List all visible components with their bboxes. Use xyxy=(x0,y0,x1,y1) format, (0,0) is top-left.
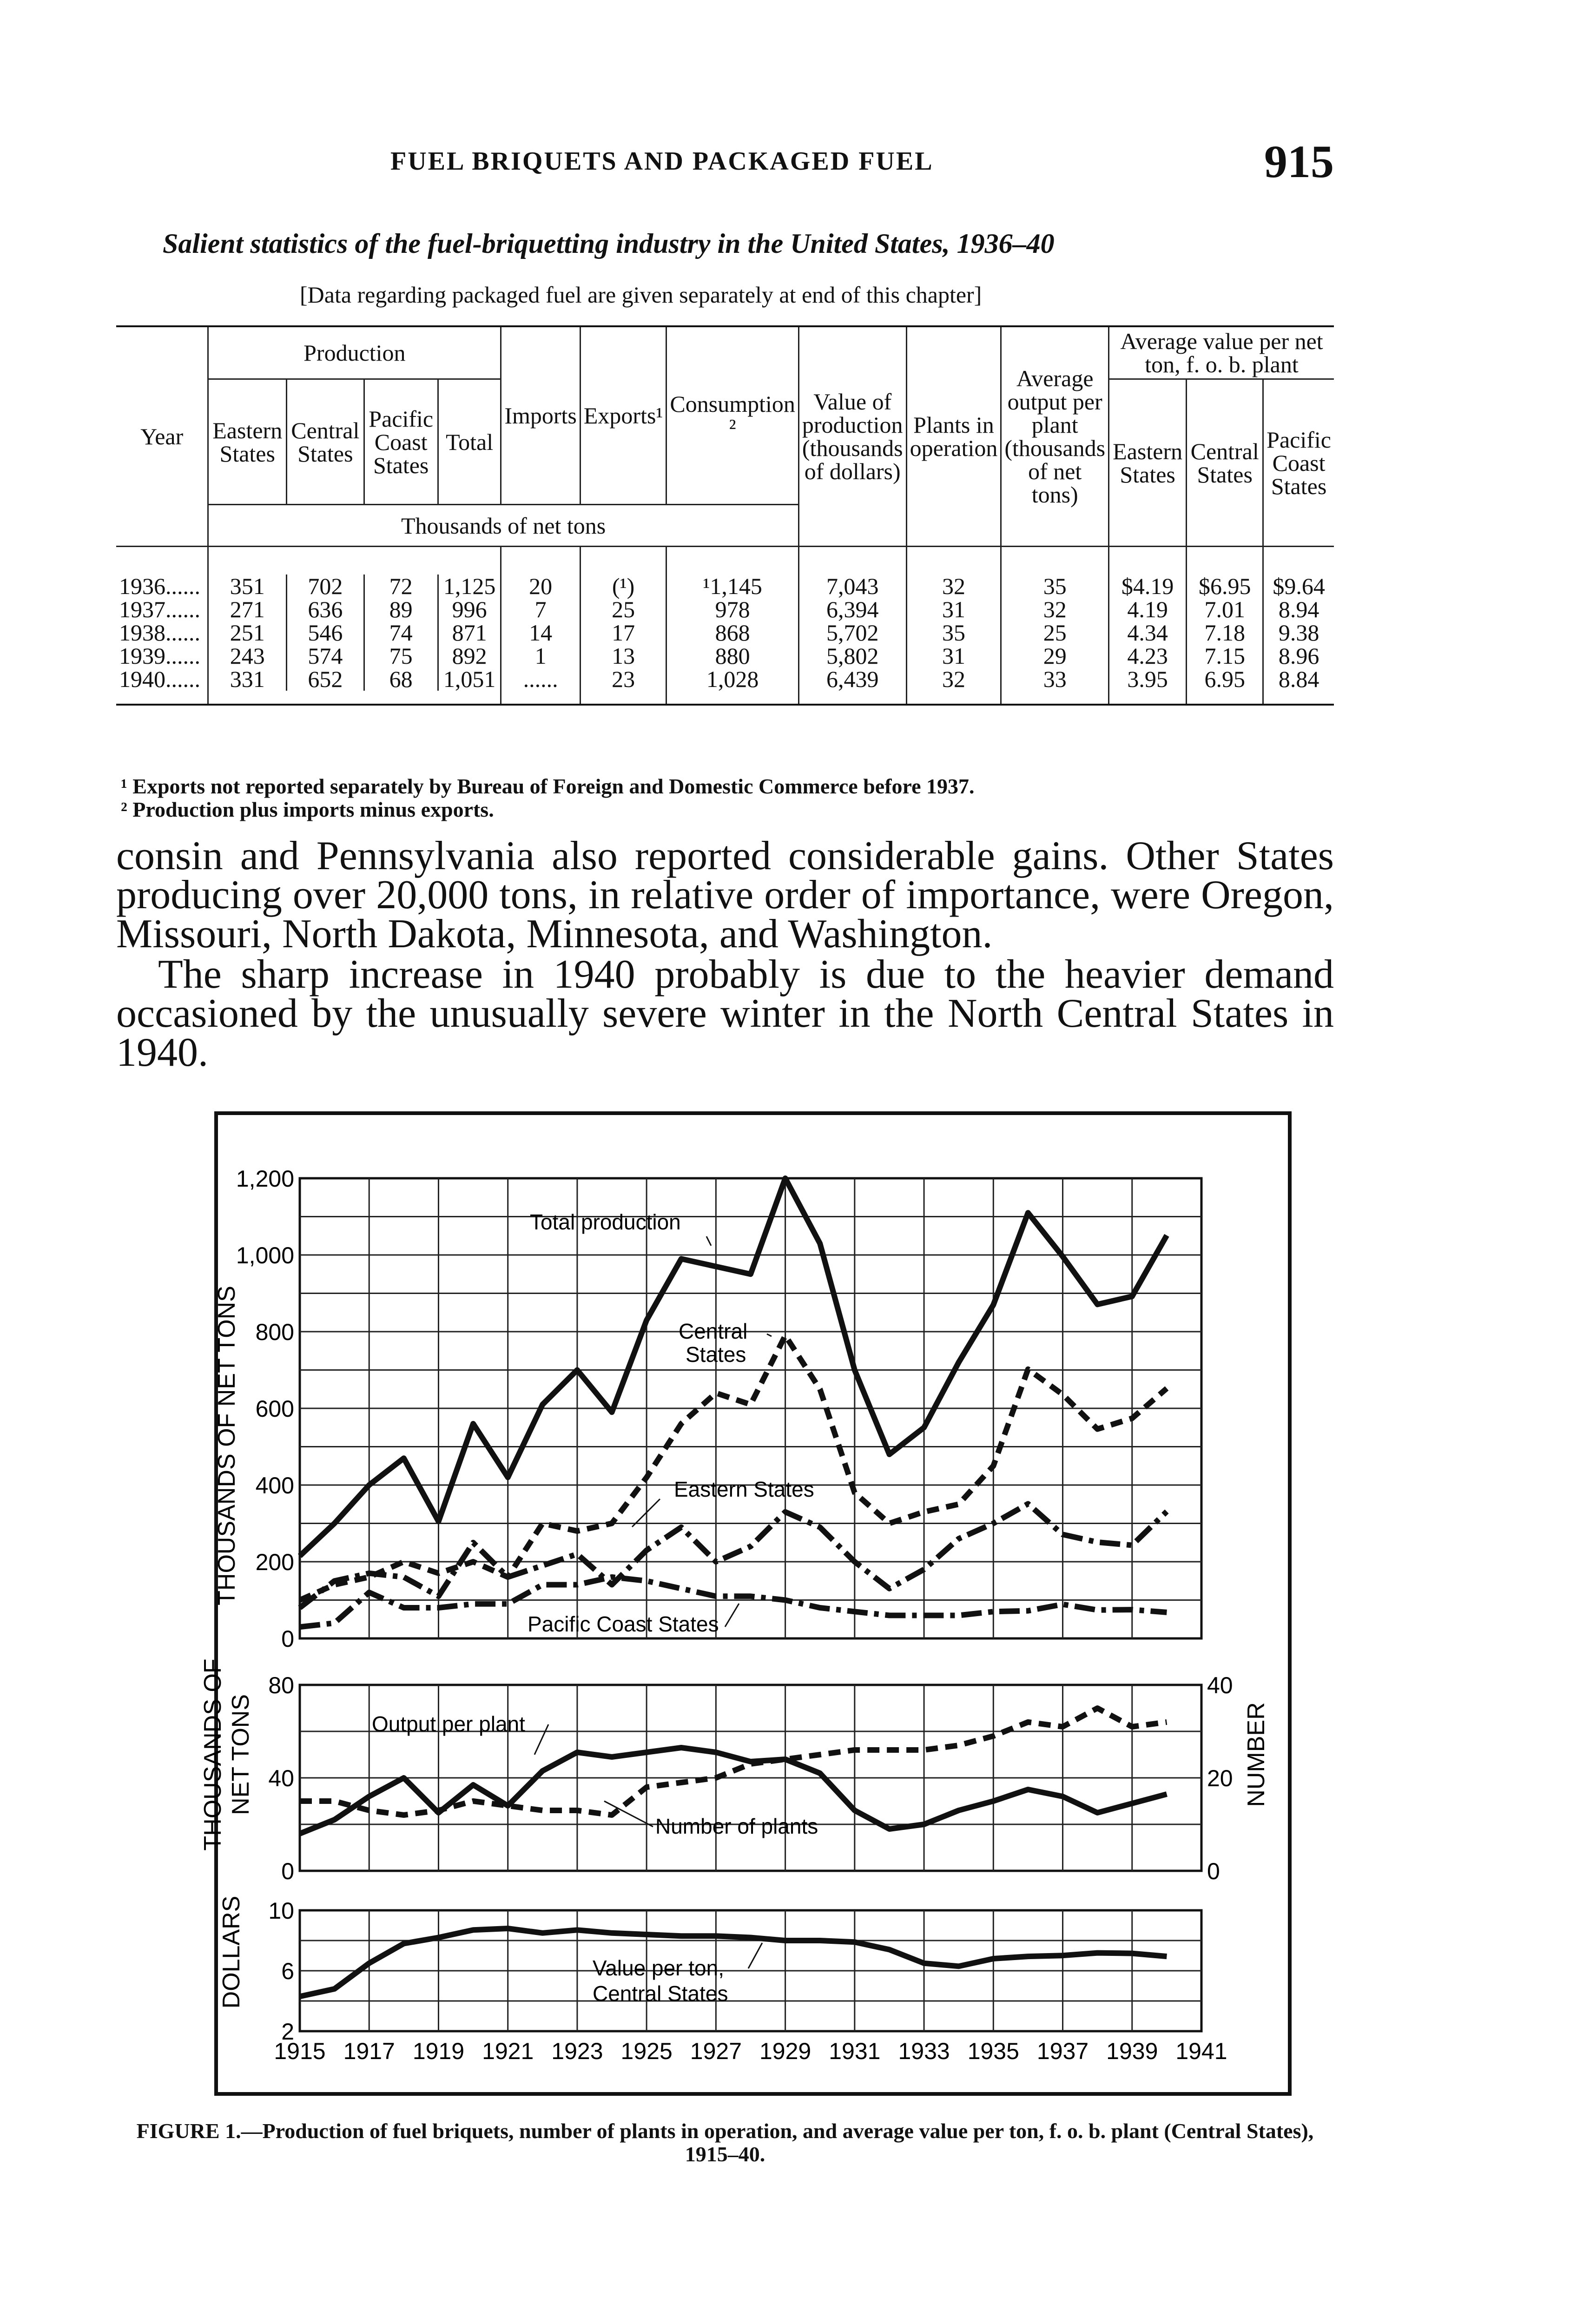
cell-total: 1,125 xyxy=(438,574,501,598)
header-average-value: Average value per net ton, f. o. b. plant xyxy=(1109,326,1334,379)
cell-total: 996 xyxy=(438,598,501,621)
y-tick-label-right: 20 xyxy=(1207,1765,1233,1791)
y-tick-label: 10 xyxy=(268,1898,294,1924)
cell-plants: 35 xyxy=(906,621,1001,644)
body-paragraph-1: consin and Pennsylvania also reported considerable gains. Other States producing over 20,000 tons, in relative order of importance, were Oregon, Missouri, North Dakota, Minnesota, and Washington. xyxy=(116,833,1334,957)
cell-consumption: 978 xyxy=(666,598,798,621)
cell-year: 1940...... xyxy=(119,666,200,692)
cell-imports: ...... xyxy=(501,667,581,691)
header-imports: Imports xyxy=(501,326,581,505)
header-total: Total xyxy=(438,379,501,505)
cell-imports: 20 xyxy=(501,574,581,598)
series-line-value-per-ton-central-states xyxy=(300,1928,1167,1996)
footnote-2: ² Production plus imports minus exports. xyxy=(121,798,494,821)
cell-year: 1938...... xyxy=(119,619,200,646)
cell-v_east: 4.23 xyxy=(1109,644,1187,667)
cell-value: 5,802 xyxy=(798,644,906,667)
x-tick-label: 1929 xyxy=(759,2038,811,2064)
y-tick-label: 2 xyxy=(281,2019,294,2045)
table-subcaption: [Data regarding packaged fuel are given separately at end of this chapter] xyxy=(300,282,982,308)
header-consumption: Consumption ² xyxy=(666,326,798,505)
cell-east: 251 xyxy=(208,621,287,644)
series-annotation: Output per plant xyxy=(372,1712,525,1736)
cell-east: 331 xyxy=(208,667,287,691)
cell-output: 33 xyxy=(1001,667,1109,691)
ylabel-number: NUMBER xyxy=(1243,1702,1270,1807)
cell-east: 243 xyxy=(208,644,287,667)
cell-year: 1936...... xyxy=(119,573,200,599)
series-annotation: Central States xyxy=(593,1981,728,2006)
x-tick-label: 1927 xyxy=(690,2038,742,2064)
cell-central: 702 xyxy=(287,574,364,598)
cell-imports: 7 xyxy=(501,598,581,621)
header-pacific: Pacific Coast States xyxy=(364,379,438,505)
cell-v_east: $4.19 xyxy=(1109,574,1187,598)
series-annotation: Value per ton, xyxy=(593,1956,725,1980)
series-line-central-states xyxy=(300,1335,1167,1600)
cell-output: 25 xyxy=(1001,621,1109,644)
cell-east: 351 xyxy=(208,574,287,598)
cell-total: 892 xyxy=(438,644,501,667)
cell-v_central: 7.01 xyxy=(1187,598,1263,621)
cell-value: 7,043 xyxy=(798,574,906,598)
cell-v_pacific: 9.38 xyxy=(1263,621,1334,644)
cell-imports: 14 xyxy=(501,621,581,644)
cell-consumption: 868 xyxy=(666,621,798,644)
header-exports: Exports¹ xyxy=(580,326,666,505)
cell-central: 636 xyxy=(287,598,364,621)
x-tick-label: 1921 xyxy=(482,2038,534,2064)
cell-v_pacific: 8.94 xyxy=(1263,598,1334,621)
y-tick-label-right: 40 xyxy=(1207,1672,1233,1698)
cell-v_central: 7.18 xyxy=(1187,621,1263,644)
page-number: 915 xyxy=(1264,136,1334,187)
cell-consumption: 880 xyxy=(666,644,798,667)
cell-v_east: 3.95 xyxy=(1109,667,1187,691)
footnote-1: ¹ Exports not reported separately by Bureau of Foreign and Domestic Commerce before 1937. xyxy=(121,774,975,798)
header-value-central: Central States xyxy=(1187,379,1263,547)
series-line-pacific-coast-states xyxy=(300,1577,1167,1627)
table-caption: Salient statistics of the fuel-briquetting industry in the United States, 1936–40 xyxy=(163,228,1055,259)
x-tick-label: 1919 xyxy=(412,2038,465,2064)
ylabel-output-2: NET TONS xyxy=(227,1694,254,1816)
series-annotation: Eastern States xyxy=(674,1477,814,1501)
cell-plants: 31 xyxy=(906,598,1001,621)
x-tick-label: 1937 xyxy=(1036,2038,1089,2064)
cell-value: 5,702 xyxy=(798,621,906,644)
annotation-leader xyxy=(725,1604,739,1627)
cell-central: 546 xyxy=(287,621,364,644)
cell-consumption: ¹1,145 xyxy=(666,574,798,598)
x-tick-label: 1925 xyxy=(620,2038,673,2064)
cell-consumption: 1,028 xyxy=(666,667,798,691)
annotation-leader xyxy=(767,1334,772,1336)
cell-v_central: 7.15 xyxy=(1187,644,1263,667)
header-year: Year xyxy=(140,423,184,449)
running-head: FUEL BRIQUETS AND PACKAGED FUEL xyxy=(390,147,934,176)
cell-pacific: 72 xyxy=(364,574,438,598)
cell-v_central: $6.95 xyxy=(1187,574,1263,598)
cell-year: 1937...... xyxy=(119,596,200,622)
annotation-leader xyxy=(748,1943,762,1968)
y-tick-label-right: 0 xyxy=(1207,1858,1220,1884)
cell-imports: 1 xyxy=(501,644,581,667)
series-annotation: States xyxy=(686,1342,746,1367)
header-value-pacific: Pacific Coast States xyxy=(1263,379,1334,547)
y-tick-label: 400 xyxy=(255,1472,294,1499)
cell-exports: 23 xyxy=(580,667,666,691)
x-tick-label: 1923 xyxy=(551,2038,603,2064)
x-tick-label: 1931 xyxy=(829,2038,881,2064)
x-tick-label: 1933 xyxy=(898,2038,950,2064)
cell-exports: (¹) xyxy=(580,574,666,598)
header-value: Value of production (thousands of dollars) xyxy=(798,326,906,547)
cell-pacific: 74 xyxy=(364,621,438,644)
cell-total: 871 xyxy=(438,621,501,644)
y-tick-label: 0 xyxy=(281,1626,294,1652)
cell-value: 6,394 xyxy=(798,598,906,621)
cell-output: 32 xyxy=(1001,598,1109,621)
header-eastern: Eastern States xyxy=(208,379,287,505)
x-tick-label: 1939 xyxy=(1106,2038,1158,2064)
body-paragraph-2: The sharp increase in 1940 probably is due to the heavier demand occasioned by the unusually severe winter in the North Central States in 1940. xyxy=(116,952,1334,1075)
cell-pacific: 75 xyxy=(364,644,438,667)
header-plants: Plants in operation xyxy=(906,326,1001,547)
cell-v_east: 4.19 xyxy=(1109,598,1187,621)
y-tick-label: 200 xyxy=(255,1549,294,1575)
y-tick-label: 800 xyxy=(255,1319,294,1345)
figure-caption: FIGURE 1.—Production of fuel briquets, number of plants in operation, and average value per ton, f. o. b. plant (Central States), 1915–40. xyxy=(136,2119,1314,2166)
y-tick-label: 600 xyxy=(255,1396,294,1422)
ylabel-production: THOUSANDS OF NET TONS xyxy=(213,1286,240,1605)
header-units: Thousands of net tons xyxy=(208,505,799,547)
y-tick-label: 6 xyxy=(281,1958,294,1984)
x-tick-label: 1941 xyxy=(1175,2038,1227,2064)
cell-v_east: 4.34 xyxy=(1109,621,1187,644)
cell-v_central: 6.95 xyxy=(1187,667,1263,691)
cell-exports: 25 xyxy=(580,598,666,621)
y-tick-label: 1,200 xyxy=(236,1166,294,1192)
annotation-leader xyxy=(706,1236,711,1246)
cell-total: 1,051 xyxy=(438,667,501,691)
cell-plants: 31 xyxy=(906,644,1001,667)
x-tick-label: 1935 xyxy=(967,2038,1019,2064)
cell-exports: 13 xyxy=(580,644,666,667)
x-tick-label: 1915 xyxy=(274,2038,326,2064)
ylabel-dollars: DOLLARS xyxy=(218,1895,245,2009)
series-annotation: Pacific Coast States xyxy=(528,1612,719,1636)
series-annotation: Total production xyxy=(530,1210,681,1234)
y-tick-label: 1,000 xyxy=(236,1242,294,1268)
cell-pacific: 68 xyxy=(364,667,438,691)
cell-v_pacific: 8.84 xyxy=(1263,667,1334,691)
cell-exports: 17 xyxy=(580,621,666,644)
header-output: Average output per plant (thousands of net tons) xyxy=(1001,326,1109,547)
series-annotation: Central xyxy=(679,1319,748,1343)
cell-plants: 32 xyxy=(906,667,1001,691)
cell-plants: 32 xyxy=(906,574,1001,598)
y-tick-label: 0 xyxy=(281,1858,294,1884)
header-value-eastern: Eastern States xyxy=(1109,379,1187,547)
ylabel-output-1: THOUSANDS OF xyxy=(199,1658,226,1851)
header-production: Production xyxy=(208,326,501,379)
cell-year: 1939...... xyxy=(119,642,200,669)
series-annotation: Number of plants xyxy=(655,1814,818,1838)
cell-value: 6,439 xyxy=(798,667,906,691)
cell-central: 574 xyxy=(287,644,364,667)
cell-output: 29 xyxy=(1001,644,1109,667)
annotation-leader xyxy=(534,1724,548,1755)
cell-east: 271 xyxy=(208,598,287,621)
y-tick-label: 80 xyxy=(268,1672,294,1698)
cell-v_pacific: $9.64 xyxy=(1263,574,1334,598)
header-central: Central States xyxy=(287,379,364,505)
cell-output: 35 xyxy=(1001,574,1109,598)
x-tick-label: 1917 xyxy=(343,2038,395,2064)
cell-pacific: 89 xyxy=(364,598,438,621)
y-tick-label: 40 xyxy=(268,1765,294,1791)
cell-v_pacific: 8.96 xyxy=(1263,644,1334,667)
cell-central: 652 xyxy=(287,667,364,691)
series-line-eastern-states xyxy=(300,1504,1167,1608)
